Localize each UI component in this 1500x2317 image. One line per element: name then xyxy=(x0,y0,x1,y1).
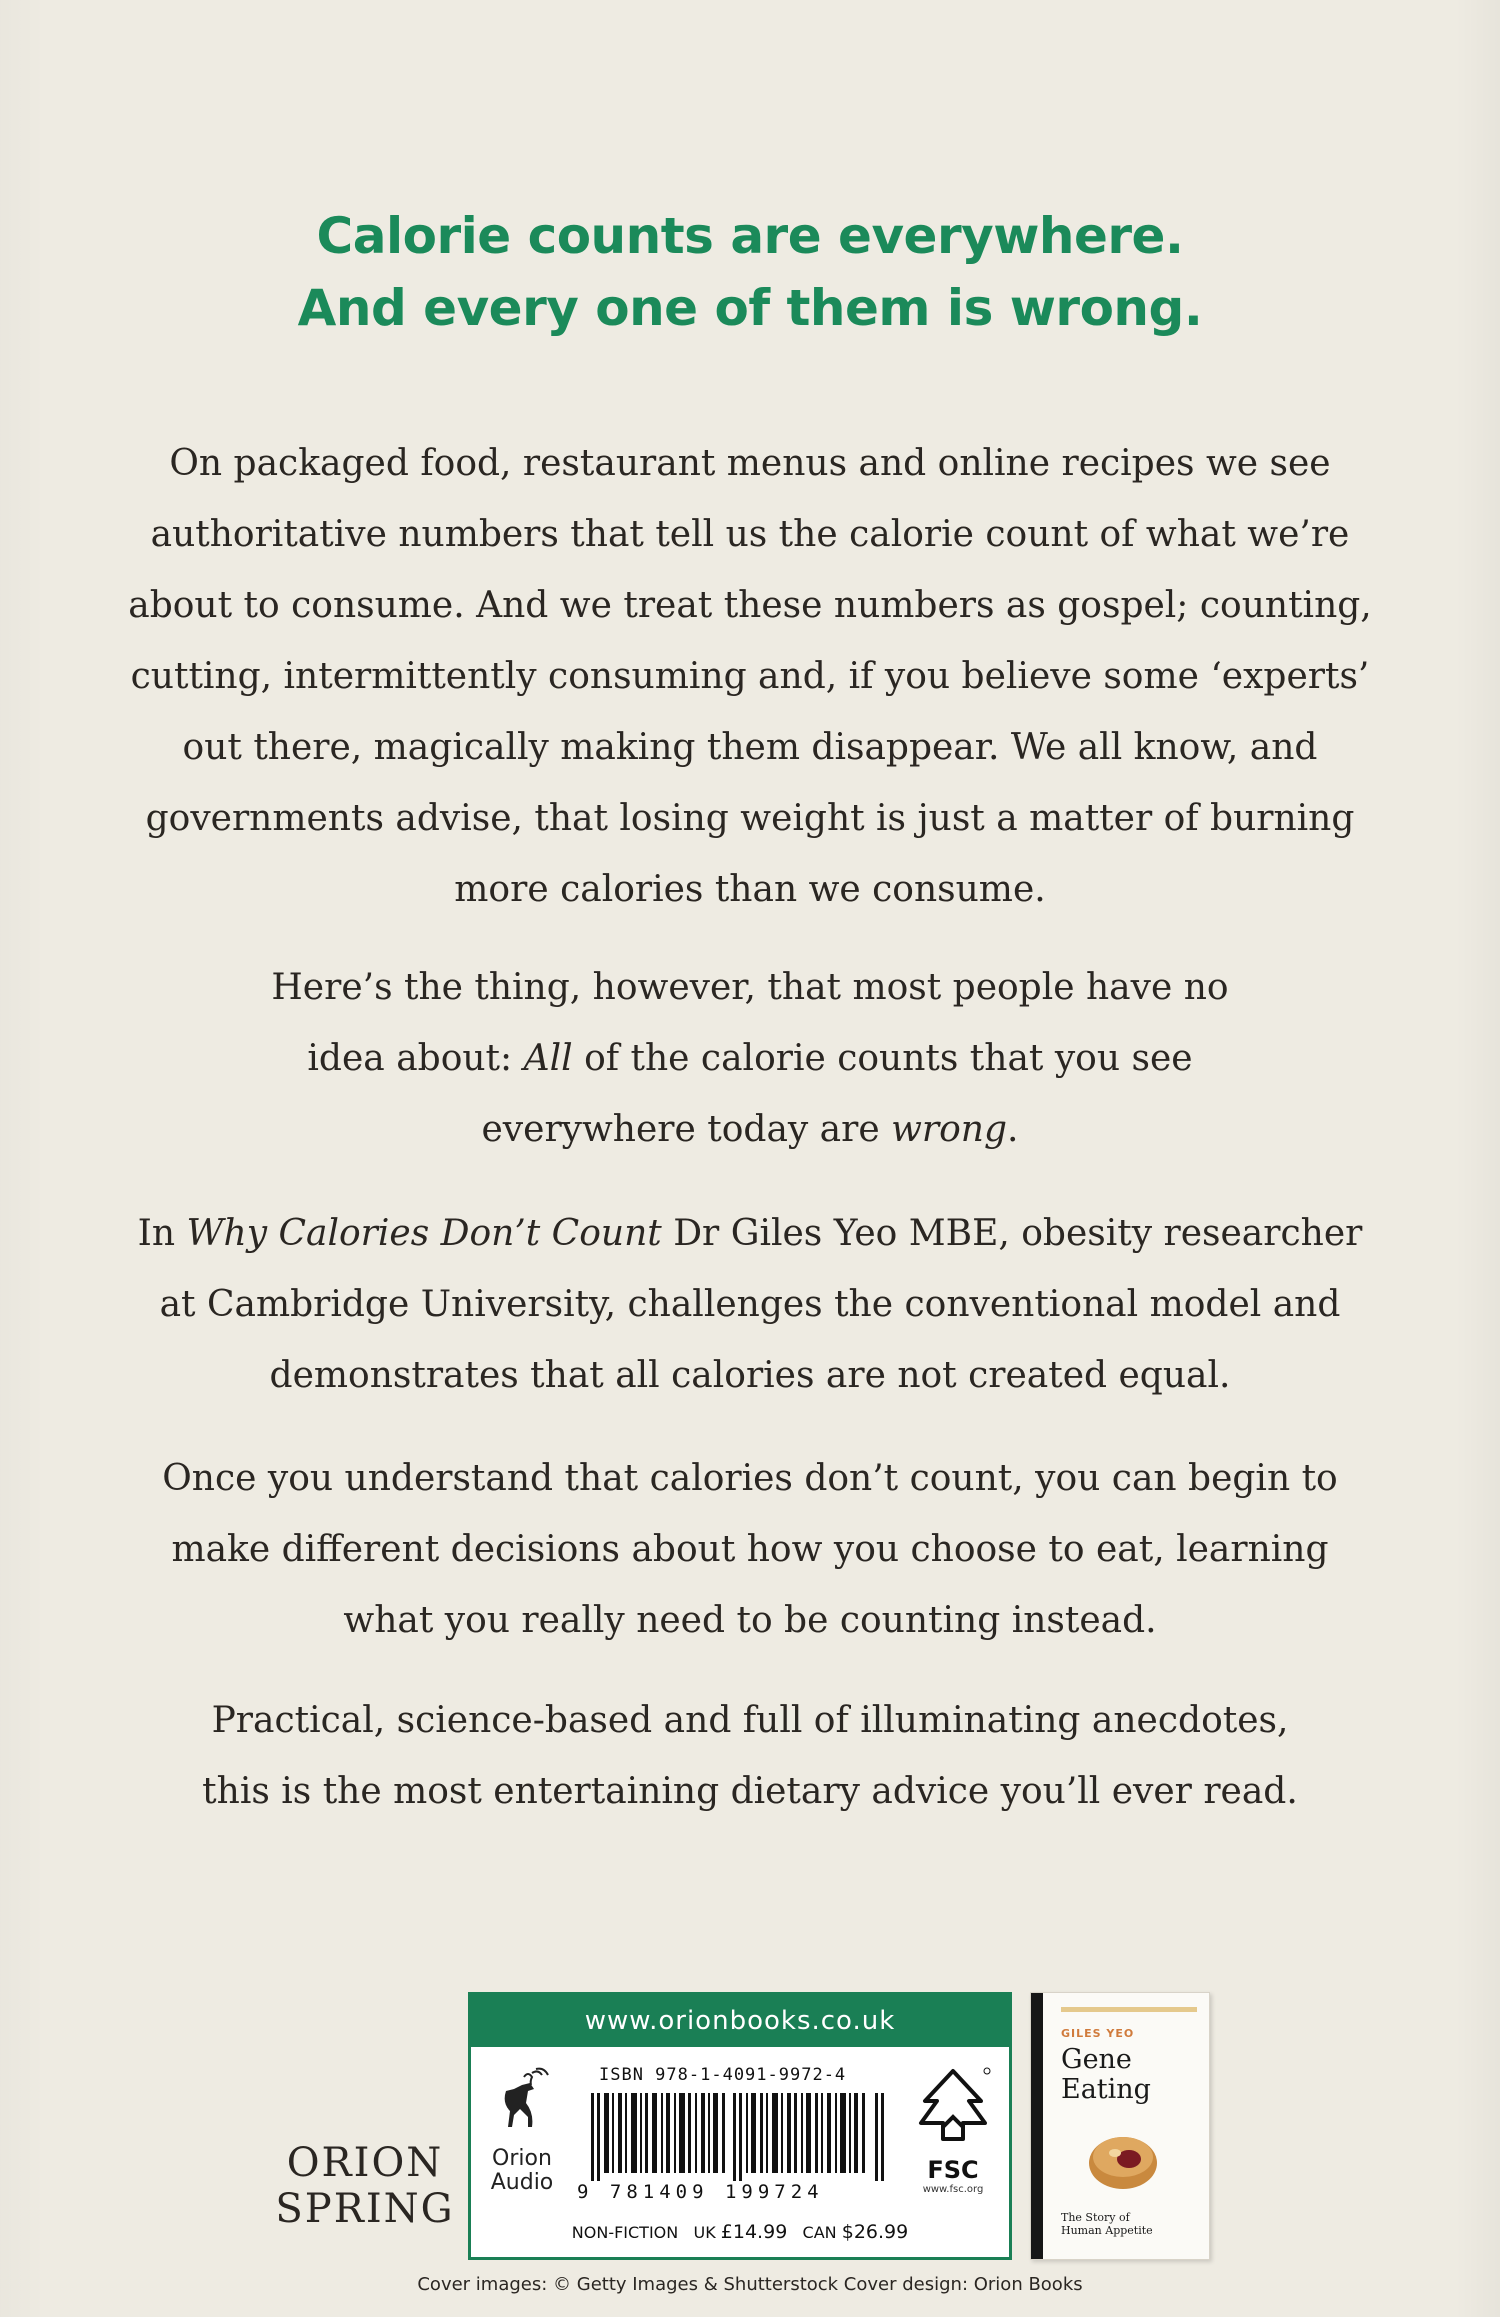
subtitle-line-1: The Story of xyxy=(1061,2211,1130,2224)
blurb-paragraph-1 xyxy=(110,428,1390,925)
publisher-url: www.orionbooks.co.uk xyxy=(471,1995,1009,2047)
blurb-text: of the calorie counts that you see xyxy=(572,1038,1193,1079)
audio-label-1: Orion xyxy=(492,2146,552,2171)
blurb-paragraph-5 xyxy=(110,1685,1390,1827)
blurb-text: idea about: xyxy=(307,1038,524,1079)
cover-credits: Cover images: © Getty Images & Shutterstock Cover design: Orion Books xyxy=(417,2274,1083,2295)
price-line xyxy=(471,2221,1009,2243)
book-top-bar xyxy=(1061,2007,1197,2012)
blurb-line xyxy=(110,1198,1390,1269)
blurb-line: On packaged food, restaurant menus and online recipes we see xyxy=(169,443,1331,484)
logo-line-2: SPRING xyxy=(275,2186,455,2232)
blurb-line: this is the most entertaining dietary advice you’ll ever read. xyxy=(202,1771,1298,1812)
title-line-1: Gene xyxy=(1061,2044,1132,2075)
book-title-emphasis: Why Calories Don’t Count xyxy=(186,1213,662,1254)
blurb-emphasis: wrong xyxy=(891,1109,1008,1150)
blurb-paragraph-3 xyxy=(110,1198,1390,1411)
uk-price: £14.99 xyxy=(720,2221,788,2243)
blurb-line: Once you understand that calories don’t count, you can begin to xyxy=(162,1458,1338,1499)
blurb-line: demonstrates that all calories are not created equal. xyxy=(269,1355,1231,1396)
title-line-2: Eating xyxy=(1061,2074,1151,2105)
subtitle-line-2: Human Appetite xyxy=(1061,2224,1153,2237)
blurb-line: Here’s the thing, however, that most people have no xyxy=(271,967,1229,1008)
blurb-line: governments advise, that losing weight is just a matter of burning xyxy=(145,798,1355,839)
barcode-icon xyxy=(591,2093,891,2181)
blurb-line: out there, magically making them disappear. We all know, and xyxy=(182,727,1318,768)
logo-line-1: ORION xyxy=(286,2140,444,2186)
orion-spring-logo xyxy=(270,2140,460,2232)
headline-line-2: And every one of them is wrong. xyxy=(297,279,1203,337)
blurb-text: Dr Giles Yeo MBE, obesity researcher xyxy=(661,1213,1363,1254)
blurb-line: Practical, science-based and full of illuminating anecdotes, xyxy=(211,1700,1289,1741)
blurb-text: . xyxy=(1007,1109,1019,1150)
barcode-panel xyxy=(468,1992,1012,2260)
blurb-line: cutting, intermittently consuming and, if you believe some ‘experts’ xyxy=(130,656,1370,697)
fsc-logo xyxy=(903,2065,1003,2215)
fsc-label: FSC xyxy=(927,2156,979,2184)
blurb-paragraph-4 xyxy=(110,1443,1390,1656)
related-book-subtitle xyxy=(1061,2211,1153,2237)
dog-icon xyxy=(494,2067,550,2147)
blurb-text: everywhere today are xyxy=(481,1109,892,1150)
fsc-tree-icon xyxy=(913,2065,993,2151)
blurb-emphasis: All xyxy=(523,1038,573,1079)
book-spine xyxy=(1031,1993,1043,2259)
isbn-number: ISBN 978-1-4091-9972-4 xyxy=(599,2065,847,2085)
blurb-line: what you really need to be counting instead. xyxy=(343,1600,1157,1641)
blurb-line: authoritative numbers that tell us the calorie count of what we’re xyxy=(150,514,1350,555)
blurb-line xyxy=(110,1094,1390,1165)
blurb-line: more calories than we consume. xyxy=(454,869,1046,910)
blurb-line: about to consume. And we treat these numbers as gospel; counting, xyxy=(128,585,1372,626)
blurb-text: In xyxy=(137,1213,187,1254)
category-label: NON-FICTION xyxy=(571,2223,679,2242)
headline xyxy=(0,200,1500,344)
uk-label: UK xyxy=(693,2223,716,2242)
related-book-title xyxy=(1061,2045,1151,2105)
audio-label-2: Audio xyxy=(490,2170,554,2195)
blurb-paragraph-2 xyxy=(110,952,1390,1165)
fsc-url: www.fsc.org xyxy=(922,2184,984,2195)
related-book-author: GILES YEO xyxy=(1061,2027,1135,2040)
can-price: $26.99 xyxy=(841,2221,909,2243)
barcode-digits: 9 781409 199724 xyxy=(577,2181,824,2203)
related-book-cover xyxy=(1030,1992,1210,2260)
can-label: CAN xyxy=(802,2223,837,2242)
blurb-line xyxy=(110,1023,1390,1094)
blurb-line: make different decisions about how you choose to eat, learning xyxy=(171,1529,1329,1570)
cake-icon xyxy=(1085,2123,1161,2193)
blurb-line: at Cambridge University, challenges the conventional model and xyxy=(159,1284,1341,1325)
headline-line-1: Calorie counts are everywhere. xyxy=(316,207,1184,265)
orion-audio-logo xyxy=(481,2067,563,2217)
